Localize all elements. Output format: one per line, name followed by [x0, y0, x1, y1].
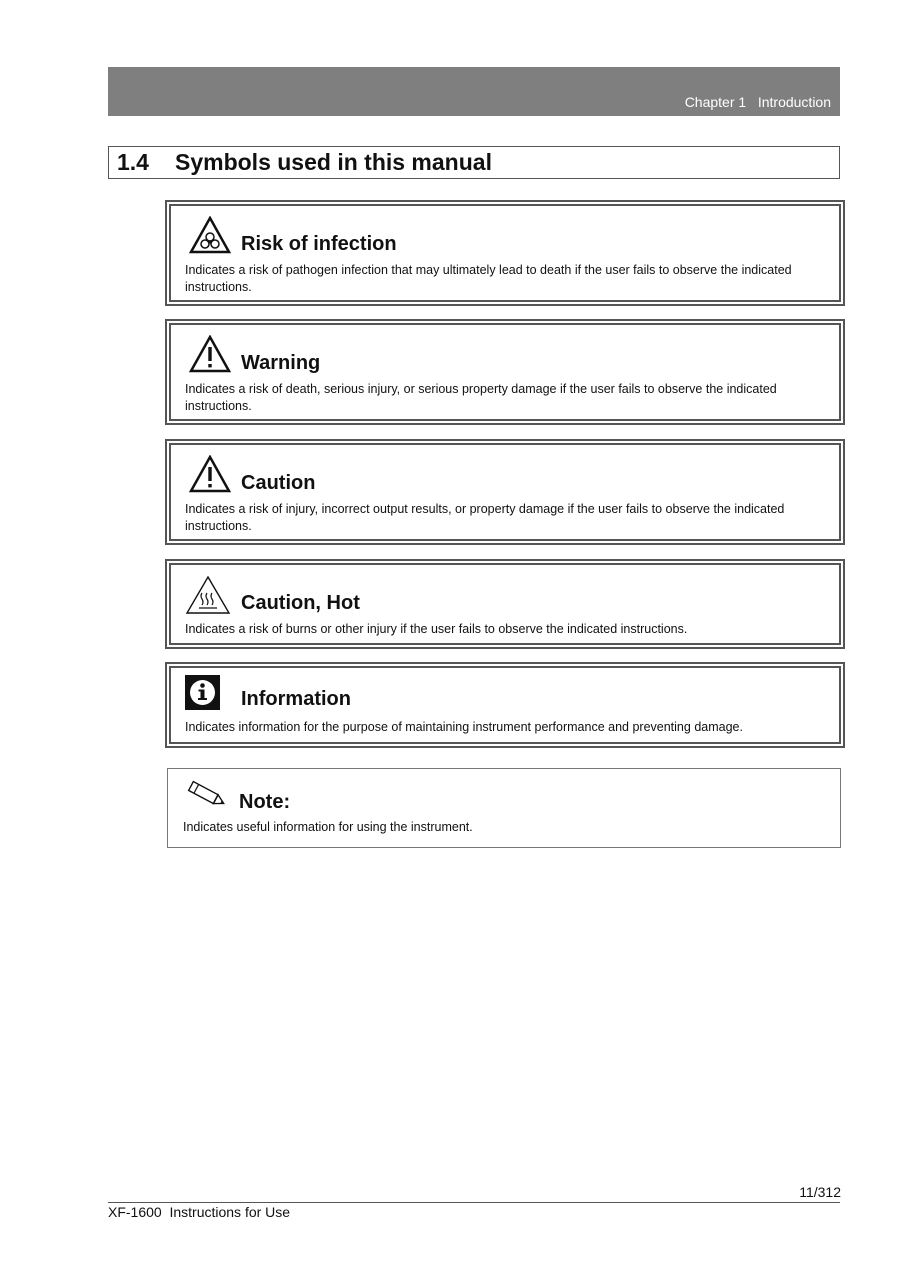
symbol-box-caution	[165, 439, 845, 545]
symbol-title: Risk of infection	[241, 233, 397, 255]
pencil-icon	[183, 777, 229, 816]
symbol-box-risk-of-infection	[165, 200, 845, 306]
symbol-description: Indicates useful information for using the instrument.	[183, 820, 473, 834]
symbol-box-caution-hot	[165, 559, 845, 649]
page-header	[108, 67, 840, 116]
chapter-label: Chapter 1 Introduction	[684, 94, 831, 110]
symbol-box-note	[167, 768, 841, 848]
page-number: 11/312	[799, 1184, 841, 1200]
symbol-title: Warning	[241, 352, 321, 374]
biohazard-icon	[189, 216, 231, 259]
symbol-box-information	[165, 662, 845, 748]
information-icon	[185, 675, 220, 715]
symbol-box-warning	[165, 319, 845, 425]
symbol-description: Indicates a risk of death, serious injury, or serious property damage if the user fails to observe the indicated instructions.	[185, 382, 777, 413]
footer-divider	[108, 1202, 840, 1203]
document-title: XF-1600 Instructions for Use	[108, 1204, 291, 1220]
symbol-title: Note:	[239, 791, 291, 813]
section-title: Symbols used in this manual	[175, 149, 492, 175]
section-number: 1.4	[117, 149, 149, 175]
symbol-title: Information	[241, 688, 351, 710]
symbol-title: Caution, Hot	[241, 592, 360, 614]
warning-icon	[189, 335, 231, 378]
section-heading	[108, 146, 840, 179]
symbol-description: Indicates a risk of burns or other injury if the user fails to observe the indicated instructions.	[185, 622, 688, 636]
caution-icon	[189, 455, 231, 498]
hot-surface-icon	[185, 575, 231, 620]
symbol-description: Indicates a risk of injury, incorrect output results, or property damage if the user fails to observe the indicated instructions.	[185, 502, 785, 533]
symbol-description: Indicates information for the purpose of maintaining instrument performance and preventing damage.	[185, 720, 743, 734]
symbol-title: Caution	[241, 472, 316, 494]
symbol-description: Indicates a risk of pathogen infection that may ultimately lead to death if the user fails to observe the indicated instructions.	[185, 263, 792, 294]
